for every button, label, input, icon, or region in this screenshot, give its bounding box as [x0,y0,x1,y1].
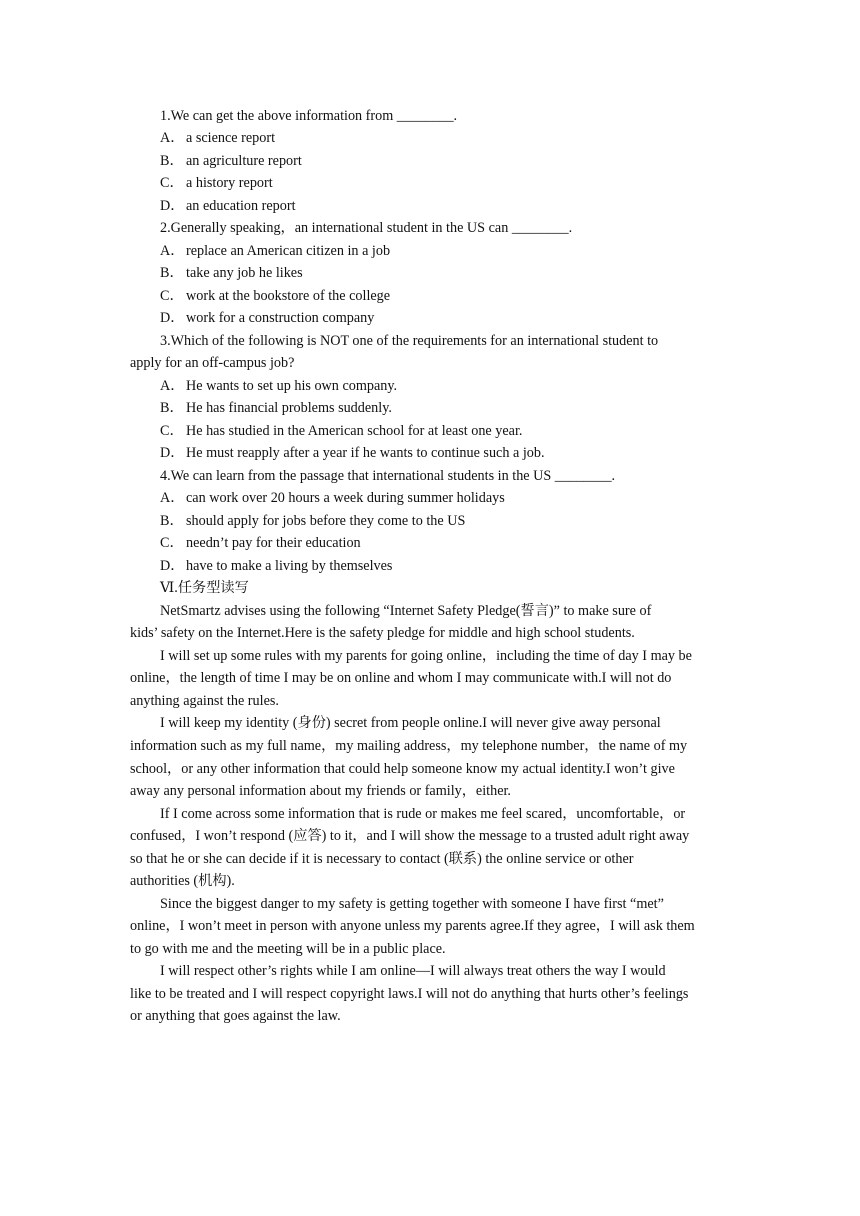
option-label: B． [160,153,184,169]
option-label: D． [160,558,185,574]
passage-line: online，the length of time I may be on online and whom I may communicate with.I will not do [130,670,672,686]
option-text: He has financial problems suddenly. [186,400,392,416]
passage-line: to go with me and the meeting will be in a public place. [130,941,446,957]
option-label: C． [160,423,184,439]
question-2-option-b [160,263,303,283]
question-4-option-b [160,511,465,531]
option-text: an agriculture report [186,153,302,169]
passage-line: authorities (机构). [130,873,235,889]
option-label: D． [160,198,185,214]
option-label: A． [160,243,185,259]
question-1-stem: 1.We can get the above information from ________. [160,108,458,124]
option-label: C． [160,175,184,191]
question-1-option-d [160,196,296,216]
question-1-option-a [160,128,275,148]
question-3-option-b [160,398,392,418]
question-4-option-a [160,488,505,508]
option-label: C． [160,535,184,551]
option-text: an education report [186,198,296,214]
option-label: A． [160,130,185,146]
option-text: should apply for jobs before they come to the US [186,513,466,529]
option-text: He wants to set up his own company. [186,378,398,394]
option-text: He must reapply after a year if he wants to continue such a job. [186,445,545,461]
question-4-stem: 4.We can learn from the passage that international students in the US ________. [160,468,616,484]
passage-line: school，or any other information that could help someone know my actual identity.I won’t give [130,761,675,777]
option-text: replace an American citizen in a job [186,243,391,259]
passage-line: I will set up some rules with my parents for going online，including the time of day I may be [160,648,692,664]
question-2-stem: 2.Generally speaking，an international student in the US can ________. [160,220,573,236]
option-label: B． [160,265,184,281]
question-4-option-d [160,556,392,576]
question-2-option-a [160,241,390,261]
question-3-option-c [160,421,522,441]
option-text: needn’t pay for their education [186,535,361,551]
question-2-option-c [160,286,390,306]
passage-line: I will keep my identity (身份) secret from people online.I will never give away personal [160,715,661,731]
option-text: work for a construction company [186,310,375,326]
passage-line: online，I won’t meet in person with anyone unless my parents agree.If they agree，I will ask them [130,918,695,934]
passage-line: information such as my full name，my mailing address，my telephone number，the name of my [130,738,688,754]
passage-line: anything against the rules. [130,693,279,709]
passage-line: confused，I won’t respond (应答) to it，and I will show the message to a trusted adult right away [130,828,690,844]
option-label: C． [160,288,184,304]
option-text: He has studied in the American school for at least one year. [186,423,523,439]
question-1-option-c [160,173,273,193]
option-label: D． [160,310,185,326]
question-2-option-d [160,308,374,328]
option-text: can work over 20 hours a week during summer holidays [186,490,505,506]
option-label: A． [160,378,185,394]
section-heading: Ⅵ.任务型读写 [160,580,249,596]
option-label: B． [160,400,184,416]
passage-line: away any personal information about my friends or family，either. [130,783,511,799]
question-3-option-d [160,443,545,463]
passage-line: Since the biggest danger to my safety is getting together with someone I have first “met” [160,896,664,912]
option-text: work at the bookstore of the college [186,288,391,304]
question-3-stem-line-1: 3.Which of the following is NOT one of the requirements for an international student to [160,333,659,349]
passage-line: or anything that goes against the law. [130,1008,341,1024]
question-3-option-a [160,376,397,396]
option-text: a history report [186,175,273,191]
option-label: B． [160,513,184,529]
passage-line: kids’ safety on the Internet.Here is the safety pledge for middle and high school students. [130,625,635,641]
passage-line: If I come across some information that is rude or makes me feel scared，uncomfortable，or [160,806,686,822]
option-label: D． [160,445,185,461]
option-text: take any job he likes [186,265,303,281]
option-text: have to make a living by themselves [186,558,393,574]
passage-line: NetSmartz advises using the following “Internet Safety Pledge(誓言)” to make sure of [160,603,652,619]
option-text: a science report [186,130,276,146]
passage-line: like to be treated and I will respect copyright laws.I will not do anything that hurts other’s feelings [130,986,689,1002]
passage-line: so that he or she can decide if it is necessary to contact (联系) the online service or other [130,851,634,867]
question-4-option-c [160,533,361,553]
passage-line: I will respect other’s rights while I am online—I will always treat others the way I would [160,963,666,979]
question-3-stem-line-2: apply for an off-campus job? [130,355,295,371]
question-1-option-b [160,151,302,171]
option-label: A． [160,490,185,506]
